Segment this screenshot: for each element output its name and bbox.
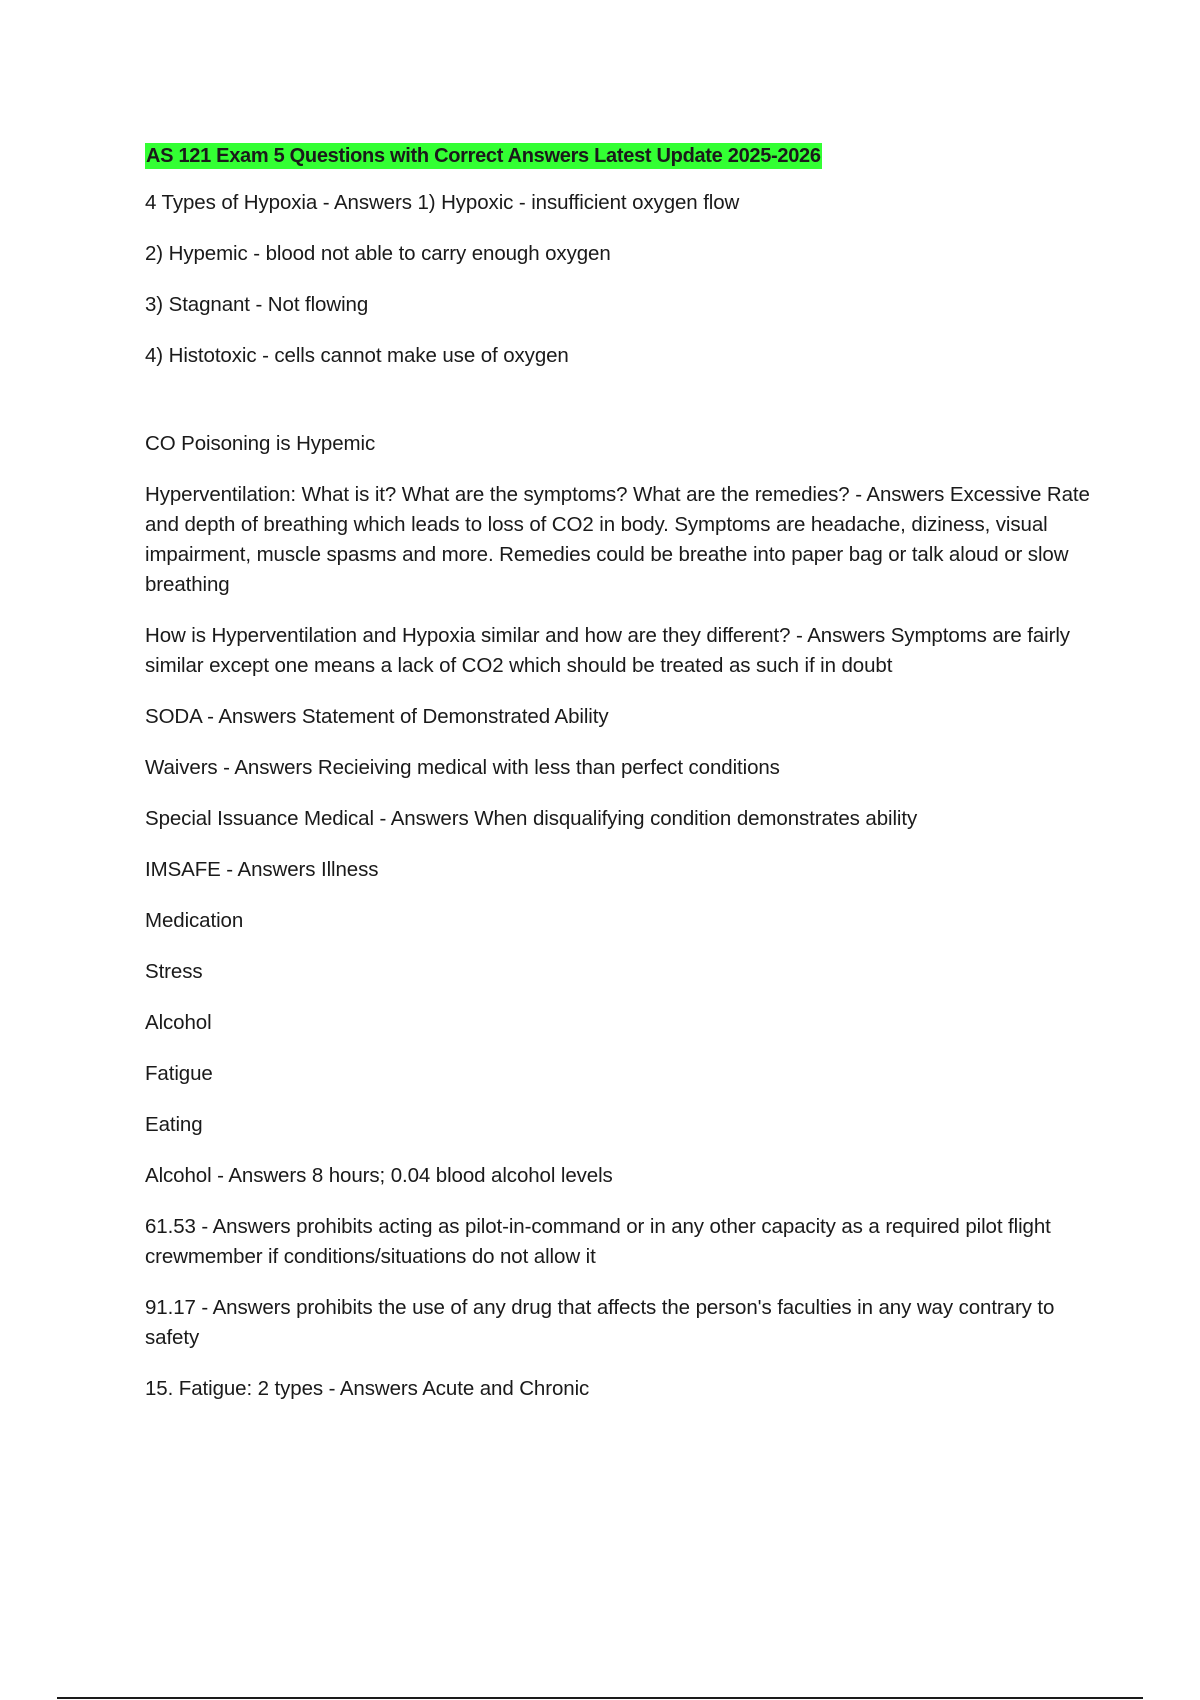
paragraph-61-53: 61.53 - Answers prohibits acting as pilot-in-command or in any other capacity as a required pilot flight crewmember if conditions/situations do not allow it (145, 1215, 1051, 1268)
paragraph-alcohol: Alcohol (145, 1011, 212, 1034)
paragraph-fatigue: Fatigue (145, 1062, 213, 1085)
paragraph-co-poisoning: CO Poisoning is Hypemic (145, 432, 376, 455)
paragraph-soda: SODA - Answers Statement of Demonstrated Ability (145, 705, 609, 728)
paragraph-waivers: Waivers - Answers Recieiving medical with less than perfect conditions (145, 756, 780, 779)
paragraph-alcohol-rule: Alcohol - Answers 8 hours; 0.04 blood alcohol levels (145, 1164, 613, 1187)
paragraph-91-17: 91.17 - Answers prohibits the use of any drug that affects the person's faculties in any way contrary to safety (145, 1296, 1055, 1349)
paragraph-stagnant: 3) Stagnant - Not flowing (145, 293, 369, 316)
paragraph-stress: Stress (145, 960, 203, 983)
paragraph-hyperventilation-vs-hypoxia: How is Hyperventilation and Hypoxia similar and how are they different? - Answers Symptoms are fairly similar except one means a lack of CO2 which should be treated as such if in doubt (145, 624, 1070, 677)
paragraph-medication: Medication (145, 909, 244, 932)
paragraph-histotoxic: 4) Histotoxic - cells cannot make use of oxygen (145, 344, 569, 367)
paragraph-hypoxia-types: 4 Types of Hypoxia - Answers 1) Hypoxic - insufficient oxygen flow (145, 191, 740, 214)
paragraph-imsafe: IMSAFE - Answers Illness (145, 858, 379, 881)
paragraph-hyperventilation: Hyperventilation: What is it? What are the symptoms? What are the remedies? - Answers Excessive Rate and depth of breathing which leads to loss of CO2 in body. Symptoms are headache, diziness, visual impairment, muscle spasms and more. Remedies could be breathe into paper bag or talk aloud or slow breathing (145, 483, 1090, 596)
paragraph-hypemic: 2) Hypemic - blood not able to carry enough oxygen (145, 242, 611, 265)
paragraph-special-issuance: Special Issuance Medical - Answers When disqualifying condition demonstrates ability (145, 807, 918, 830)
paragraph-fatigue-types: 15. Fatigue: 2 types - Answers Acute and Chronic (145, 1377, 590, 1400)
footer-divider (57, 1697, 1143, 1699)
document-body (145, 143, 1095, 1425)
document-title: AS 121 Exam 5 Questions with Correct Answers Latest Update 2025-2026 (146, 145, 821, 167)
paragraph-eating: Eating (145, 1113, 203, 1136)
